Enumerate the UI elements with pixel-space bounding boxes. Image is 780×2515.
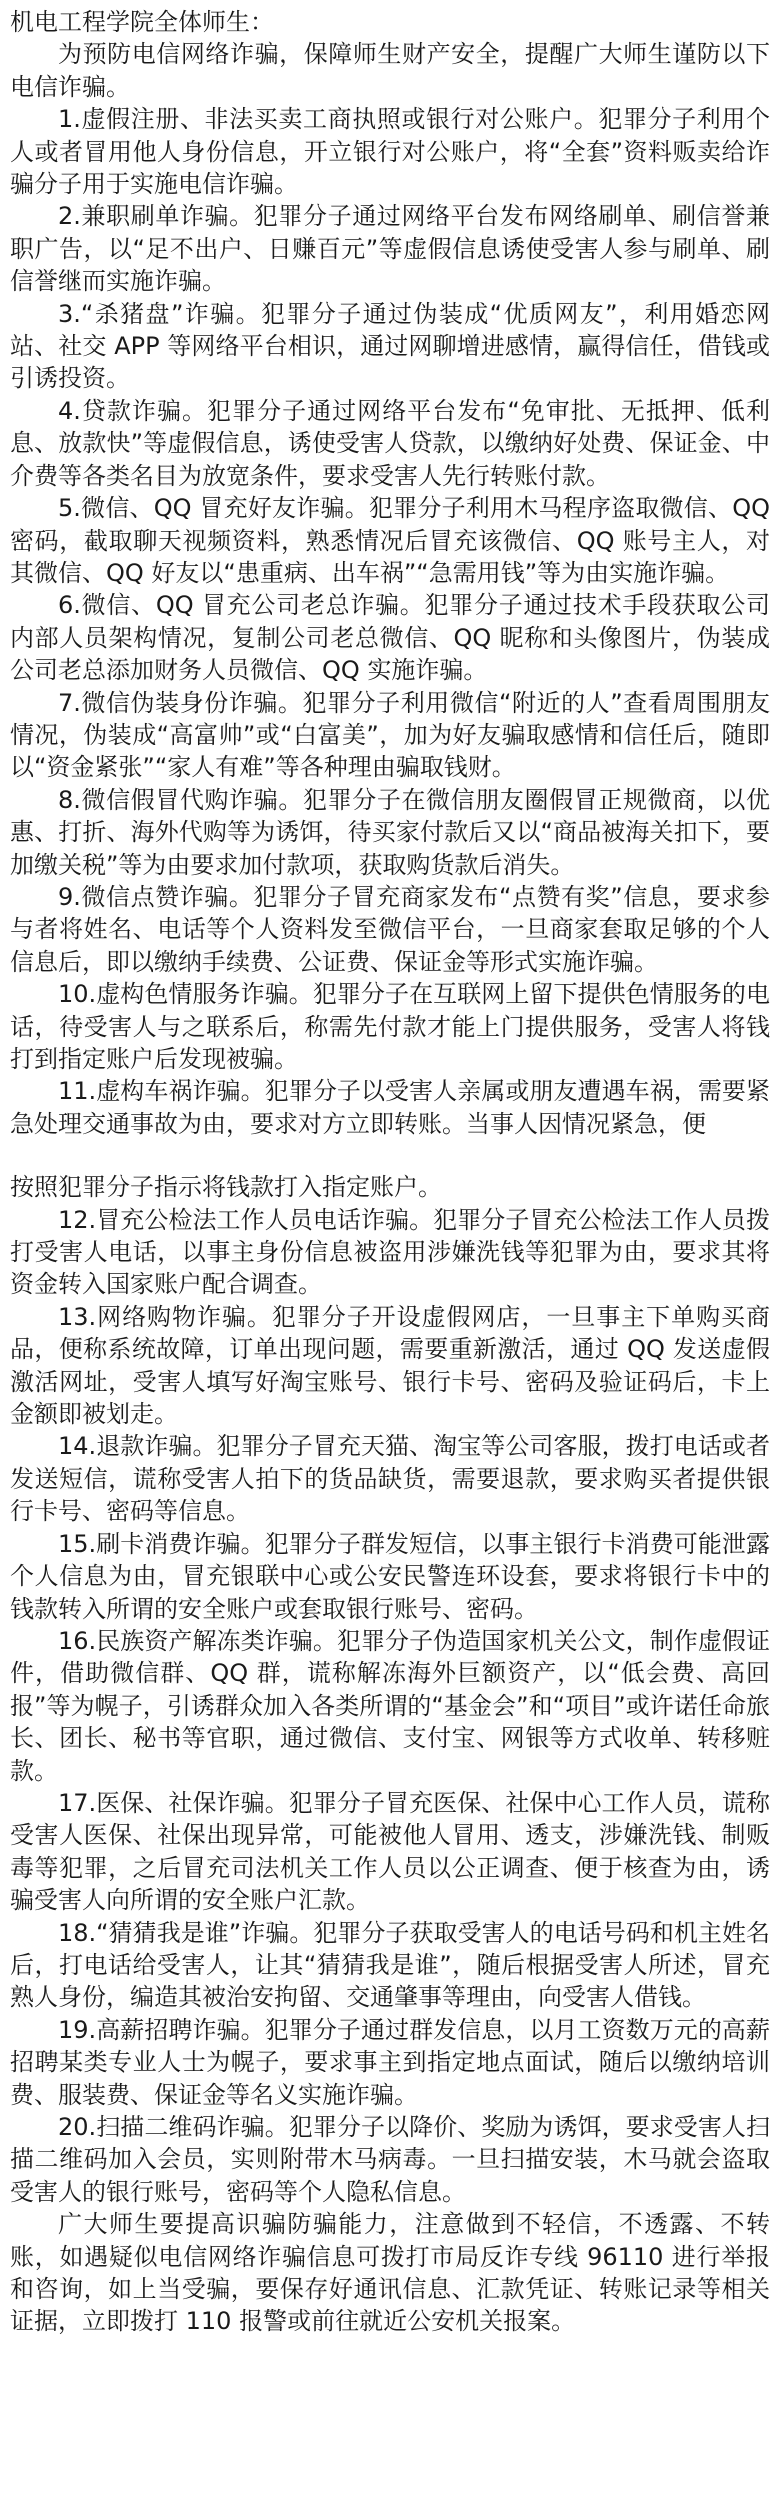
item-1-paragraph: 1.虚假注册、非法买卖工商执照或银行对公账户。犯罪分子利用个人或者冒用他人身份信息，开立银行对公账户，将“全套”资料贩卖给诈骗分子用于实施电信诈骗。	[10, 105, 770, 199]
item-11-paragraph: 11.虚构车祸诈骗。犯罪分子以受害人亲属或朋友遭遇车祸，需要紧急处理交通事故为由，要求对方立即转账。当事人因情况紧急，便	[10, 1077, 770, 1138]
item-19-paragraph: 19.高薪招聘诈骗。犯罪分子通过群发信息，以月工资数万元的高薪招聘某类专业人士为幌子，要求事主到指定地点面试，随后以缴纳培训费、服装费、保证金等名义实施诈骗。	[10, 2015, 770, 2109]
item-20-paragraph: 20.扫描二维码诈骗。犯罪分子以降价、奖励为诱饵，要求受害人扫描二维码加入会员，实则附带木马病毒。一旦扫描安装，木马就会盗取受害人的银行账号，密码等个人隐私信息。	[10, 2113, 770, 2206]
item-14-paragraph: 14.退款诈骗。犯罪分子冒充天猫、淘宝等公司客服，拨打电话或者发送短信，谎称受害人拍下的货品缺货，需要退款，要求购买者提供银行卡号、密码等信息。	[10, 1432, 770, 1526]
item-16-paragraph: 16.民族资产解冻类诈骗。犯罪分子伪造国家机关公文，制作虚假证件，借助微信群、QQ 群，谎称解冻海外巨额资产，以“低会费、高回报”等为幌子，引诱群众加入各类所谓的“基金会”和“项目”或许诺任命旅长、团长、秘书等官职，通过微信、支付宝、网银等方式收单、转移赃款。	[10, 1626, 770, 1785]
closing-paragraph: 广大师生要提高识骗防骗能力，注意做到不轻信，不透露、不转账，如遇疑似电信网络诈骗信息可拨打市局反诈专线 96110 进行举报和咨询，如上当受骗，要保存好通讯信息、汇款凭证、转账记录等相关证据，立即拨打 110 报警或前往就近公安机关报案。	[10, 2210, 770, 2336]
item-17-paragraph: 17.医保、社保诈骗。犯罪分子冒充医保、社保中心工作人员，谎称受害人医保、社保出现异常，可能被他人冒用、透支，涉嫌洗钱、制贩毒等犯罪，之后冒充司法机关工作人员以公正调查、便于核查为由，诱骗受害人向所谓的安全账户汇款。	[10, 1788, 770, 1915]
item-2-paragraph: 2.兼职刷单诈骗。犯罪分子通过网络平台发布网络刷单、刷信誉兼职广告，以“足不出户、日赚百元”等虚假信息诱使受害人参与刷单、刷信誉继而实施诈骗。	[10, 202, 770, 296]
intro-paragraph: 为预防电信网络诈骗，保障师生财产安全，提醒广大师生谨防以下电信诈骗。	[10, 40, 770, 101]
item-15-paragraph: 15.刷卡消费诈骗。犯罪分子群发短信，以事主银行卡消费可能泄露个人信息为由，冒充银联中心或公安民警连环设套，要求将银行卡中的钱款转入所谓的安全账户或套取银行账号、密码。	[10, 1529, 770, 1623]
item-3-paragraph: 3.“杀猪盘”诈骗。犯罪分子通过伪装成“优质网友”，利用婚恋网站、社交 APP 等网络平台相识，通过网聊增进感情，赢得信任，借钱或引诱投资。	[10, 299, 770, 393]
item-13-paragraph: 13.网络购物诈骗。犯罪分子开设虚假网店，一旦事主下单购买商品，便称系统故障，订单出现问题，需要重新激活，通过 QQ 发送虚假激活网址，受害人填写好淘宝账号、银行卡号、密码及验证码后，卡上金额即被划走。	[10, 1302, 770, 1429]
item-4-paragraph: 4.贷款诈骗。犯罪分子通过网络平台发布“免审批、无抵押、低利息、放款快”等虚假信息，诱使受害人贷款，以缴纳好处费、保证金、中介费等各类名目为放宽条件，要求受害人先行转账付款。	[10, 396, 770, 490]
item-11-continuation: 按照犯罪分子指示将钱款打入指定账户。	[10, 1173, 442, 1202]
item-5-paragraph: 5.微信、QQ 冒充好友诈骗。犯罪分子利用木马程序盗取微信、QQ 密码，截取聊天视频资料，熟悉情况后冒充该微信、QQ 账号主人，对其微信、QQ 好友以“患重病、出车祸”“急需用钱”等为由实施诈骗。	[10, 494, 770, 587]
item-7-paragraph: 7.微信伪装身份诈骗。犯罪分子利用微信“附近的人”查看周围朋友情况，伪装成“高富帅”或“白富美”，加为好友骗取感情和信任后，随即以“资金紧张”“家人有难”等各种理由骗取钱财。	[10, 688, 770, 782]
item-10-paragraph: 10.虚构色情服务诈骗。犯罪分子在互联网上留下提供色情服务的电话，待受害人与之联系后，称需先付款才能上门提供服务，受害人将钱打到指定账户后发现被骗。	[10, 980, 770, 1073]
item-9-paragraph: 9.微信点赞诈骗。犯罪分子冒充商家发布“点赞有奖”信息，要求参与者将姓名、电话等个人资料发至微信平台，一旦商家套取足够的个人信息后，即以缴纳手续费、公证费、保证金等形式实施诈骗。	[10, 882, 770, 976]
item-18-paragraph: 18.“猜猜我是谁”诈骗。犯罪分子获取受害人的电话号码和机主姓名后，打电话给受害人，让其“猜猜我是谁”，随后根据受害人所述，冒充熟人身份，编造其被治安拘留、交通肇事等理由，向受害人借钱。	[10, 1918, 770, 2012]
salutation: 机电工程学院全体师生：	[10, 8, 274, 36]
item-8-paragraph: 8.微信假冒代购诈骗。犯罪分子在微信朋友圈假冒正规微商，以优惠、打折、海外代购等为诱饵，待买家付款后又以“商品被海关扣下，要加缴关税”等为由要求加付款项，获取购货款后消失。	[10, 785, 770, 879]
item-6-paragraph: 6.微信、QQ 冒充公司老总诈骗。犯罪分子通过技术手段获取公司内部人员架构情况，复制公司老总微信、QQ 昵称和头像图片，伪装成公司老总添加财务人员微信、QQ 实施诈骗。	[10, 591, 770, 685]
item-12-paragraph: 12.冒充公检法工作人员电话诈骗。犯罪分子冒充公检法工作人员拨打受害人电话，以事主身份信息被盗用涉嫌洗钱等犯罪为由，要求其将资金转入国家账户配合调查。	[10, 1205, 770, 1299]
